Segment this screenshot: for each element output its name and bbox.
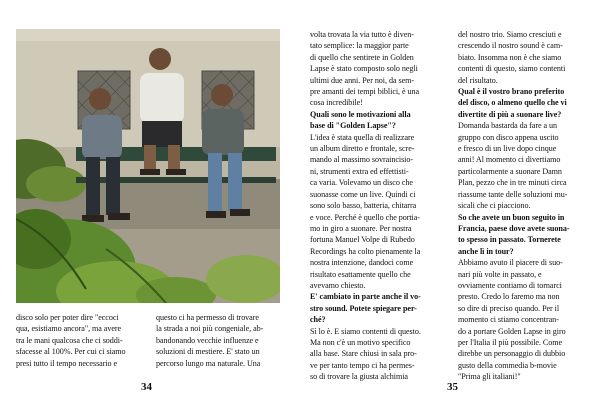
text-line: alla base. Stare chiusi in sala pro- <box>310 349 417 359</box>
question-line: E' cambiato in parte anche il vo- <box>310 292 421 302</box>
text-line: questo ci ha permesso di trovare <box>156 313 259 322</box>
text-line: suonasse come un live. Quindi ci <box>310 189 416 199</box>
text-line: tra le mani qualcosa che ci soddi- <box>16 335 123 345</box>
text-line: contenti di questo, siamo contenti <box>458 64 566 74</box>
question-line: base di "Golden Lapse"? <box>310 121 396 131</box>
text-line: Domanda bastarda da fare a un <box>458 121 557 131</box>
text-line: Recordings ha colto pienamente la <box>310 246 421 256</box>
text-line: qua, esistiamo ancora", ma avere <box>16 324 122 334</box>
question-line: So che avete un buon seguito in <box>458 212 565 222</box>
page-number-right: 35 <box>447 381 458 393</box>
text-line: un album diretto e frontale, scre- <box>310 144 415 154</box>
text-line: Ma non c'è un motivo specifico <box>310 337 411 347</box>
text-line: ca varia. Volevamo un disco che <box>310 178 413 188</box>
band-photo <box>16 29 280 303</box>
text-line: la strada a noi più congeniale, ab- <box>156 324 264 334</box>
text-line: L'idea è stata quella di realizzare <box>310 132 415 142</box>
text-line: e voce. Perché è quello che portia- <box>310 212 420 222</box>
text-line: anni! Al momento ci divertiamo <box>458 155 561 165</box>
left-page-column-2 <box>156 312 286 369</box>
text-line: risultato esattamente quello che <box>310 269 411 279</box>
text-line: bandonando vecchie influenze e <box>156 335 259 345</box>
text-line: del nostro trio. Siamo cresciuti e <box>458 30 562 39</box>
question-line: Francia, paese dove avete suona- <box>458 223 570 233</box>
text-line: ve per tanto tempo ci ha permes- <box>310 360 415 370</box>
text-line: cosa incredibile! <box>310 98 363 108</box>
text-line: mando al massimo sovraincisio- <box>310 155 414 165</box>
text-line: Abbiamo avuto il piacere di suo- <box>458 258 563 268</box>
left-page-column-1 <box>16 312 152 369</box>
question-line: to spesso in passato. Tornerete <box>458 235 561 245</box>
text-line: sono solo basso, batteria, chitarra <box>310 201 417 211</box>
text-line: e fresco di un live dopo cinque <box>458 144 557 154</box>
text-line: tato semplice: la maggior parte <box>310 41 409 51</box>
question-line: Quali sono le motivazioni alla <box>310 109 411 119</box>
text-line: gusto della commedia b-movie <box>458 360 557 370</box>
text-line: Lapse è stato composto solo negli <box>310 64 418 74</box>
question-line: stro sound. Potete spiegare per- <box>310 303 417 313</box>
text-line: ni, strumenti extra ed effettisti- <box>310 166 409 176</box>
text-line: del risultato. <box>458 75 498 85</box>
question-line: divertite di più a suonare live? <box>458 109 562 119</box>
text-line: riassume tante delle soluzioni mu- <box>458 189 568 199</box>
question-line: Qual è il vostro brano preferito <box>458 87 565 97</box>
text-line: volta trovata la via tutto è diven- <box>310 30 414 39</box>
text-line: Sì lo è. E siamo contenti di questo. <box>310 326 421 336</box>
text-line: direbbe un personaggio di dubbio <box>458 349 566 359</box>
text-line: disco solo per poter dire "eccoci <box>16 313 119 322</box>
page-number-left: 34 <box>141 381 152 393</box>
text-line: di quello che sentirete in Golden <box>310 52 414 62</box>
text-line: ultimi due anni. Per noi, da sem- <box>310 75 414 85</box>
text-line: do a portare Golden Lapse in giro <box>458 326 566 336</box>
text-line: presi tutto il tempo necessario e <box>16 358 118 368</box>
text-line: per l'Italia il più possibile. Come <box>458 337 563 347</box>
text-line: nostra intenzione, dandoci come <box>310 258 414 268</box>
text-line: soluzioni di mestiere. E' stato un <box>156 347 260 357</box>
text-line: avevamo chiesto. <box>310 280 366 290</box>
question-line: ché? <box>310 315 326 325</box>
text-line: particolarmente a suonare Damn <box>458 166 562 176</box>
text-line: biato. Insomma non è che siamo <box>458 52 562 62</box>
text-line: gruppo con disco appena uscito <box>458 132 559 142</box>
text-line: nari più volte in passato, e <box>458 269 542 279</box>
question-line: del disco, o almeno quello che vi <box>458 98 567 108</box>
text-line: Plan, pezzo che in tre minuti circa <box>458 178 567 188</box>
text-line: fortuna Manuel Volpe di Rubedo <box>310 235 415 245</box>
question-line: anche lì in tour? <box>458 246 514 256</box>
text-line: percorso lungo ma naturale. Una <box>156 358 261 368</box>
text-line: so di trovare la giusta alchimia <box>310 372 408 382</box>
text-line: mo in giro a suonare. Per nostra <box>310 223 412 233</box>
text-line: "Prima gli italiani!" <box>458 372 521 382</box>
text-line: crescendo il nostro sound è cam- <box>458 41 563 51</box>
text-line: sfacesse al 100%. Per cui ci siamo <box>16 347 126 357</box>
text-line: sicali che ci piacciono. <box>458 201 531 211</box>
text-line: presto. Credo lo faremo ma non <box>458 292 560 302</box>
text-line: so dire di preciso quando. Per il <box>458 303 560 313</box>
text-line: ovviamente contiamo di tornarci <box>458 280 562 290</box>
text-line: momento ci stiamo concentran- <box>458 315 559 325</box>
right-page-column-1 <box>310 29 448 383</box>
text-line: pre amanti dei tempi biblici, è una <box>310 87 420 97</box>
right-page-column-2 <box>458 29 592 383</box>
